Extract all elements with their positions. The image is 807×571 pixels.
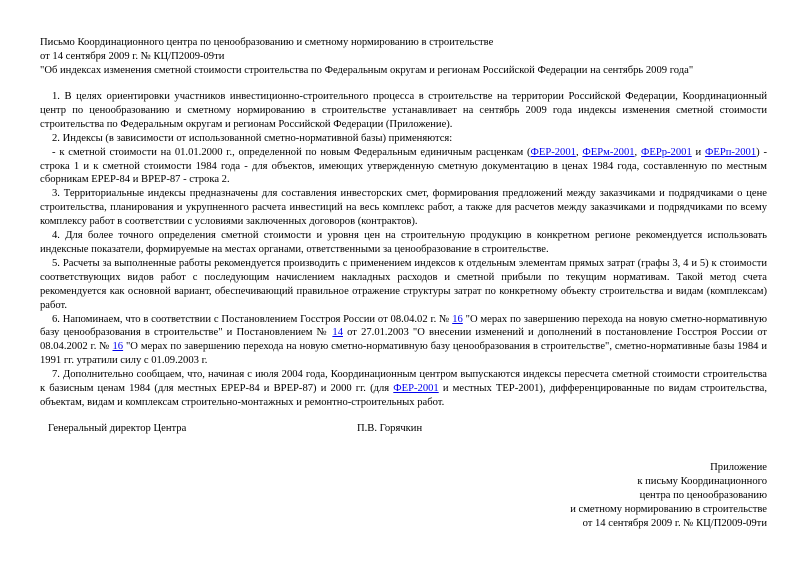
- link-resolution-14[interactable]: 14: [332, 327, 343, 339]
- paragraph-6: [40, 313, 767, 369]
- appendix-line: от 14 сентября 2009 г. № КЦ/П2009-09ти: [582, 517, 767, 529]
- link-resolution-16-second[interactable]: 16: [112, 341, 124, 353]
- paragraph-6-text-1: 6. Напоминаем, что в соответствии с Постановлением Госстроя России от 08.04.02 г. №: [52, 313, 453, 325]
- link-resolution-16[interactable]: 16: [452, 313, 463, 325]
- link-fer-2001[interactable]: ФЕР-2001: [530, 146, 576, 158]
- signature-position: Генеральный директор Центра: [48, 423, 187, 434]
- paragraph-2: 2. Индексы (в зависимости от использованной сметно-нормативной базы) применяются:: [52, 132, 453, 144]
- paragraph-1: 1. В целях ориентировки участников инвестиционно-строительного процесса в строительстве на территории Российской Федерации, Координационный центр по ценообразованию и сметному нормированию в строительстве устанавливает на сентябрь 2009 года индексы изменения сметной стоимости строительства по Федеральным округам и регионам Российской Федерации (Приложение).: [40, 91, 767, 130]
- paragraph-2a-text-end: ) - строка 1 и к сметной стоимости 1984 года - для объектов, имеющих утвержденную сметную документацию в ценах 1984 года, составленную по местным сборникам ЕРЕР-84 и ВРЕР-87 - строка 2.: [40, 146, 768, 186]
- letter-date-number: от 14 сентября 2009 г. № КЦ/П2009-09ти: [40, 50, 225, 62]
- link-fer-2001-second[interactable]: ФЕР-2001: [393, 383, 439, 395]
- paragraph-7-text-2: и местных ТЕР-2001), дифференцированные по видам строительства, объектам, видам и комплексам строительно-монтажных и ремонтно-строительных работ.: [40, 383, 767, 408]
- paragraph-2a: [40, 146, 767, 188]
- paragraph-6-text-3: от 27.01.2003 "О внесении изменений и дополнений в постановление Госстроя России от 08.04.2002 г. №: [40, 327, 767, 353]
- paragraph-6-text-4: "О мерах по завершению перехода на новую сметно-нормативную базу ценообразования в строительстве", сметно-нормативные базы 1984 и 1991 гг. утратили силу с 01.09.2003 г.: [40, 341, 767, 367]
- link-ferr-2001[interactable]: ФЕРр-2001: [641, 146, 692, 158]
- separator: ,: [575, 146, 583, 158]
- appendix-block: [570, 461, 767, 531]
- paragraph-7-text-1: 7. Дополнительно сообщаем, что, начиная с июля 2004 года, Координационным центром выпускаются индексы пересчета сметной стоимости строительства к базисным ценам 1984 (для местных ЕРЕР-84 и ВРЕР-87) и 2000 гг. (для: [40, 369, 767, 395]
- appendix-line: и сметному нормированию в строительстве: [570, 503, 767, 515]
- separator: ,: [634, 146, 641, 158]
- appendix-line: к письму Координационного: [637, 475, 767, 487]
- paragraph-4: 4. Для более точного определения сметной стоимости и уровня цен на строительную продукцию в конкретном регионе рекомендуется использовать индексные показатели, формируемые на местах органами, ответственными за ценообразование в строительстве.: [40, 230, 767, 255]
- paragraph-3: 3. Территориальные индексы предназначены для составления инвесторских смет, формирования предложений между заказчиками и подрядчиками о цене строительства, планирования и укрупненного расчета инвестиций на весь комплекс работ, а также для расчетов между заказчиками и подрядчиками по всему комплексу работ в соответствии с условиями заключенных договоров (контрактов).: [40, 188, 767, 228]
- letter-body: [40, 90, 767, 410]
- paragraph-2a-text-start: - к сметной стоимости на 01.01.2000 г., определенной по новым Федеральным единичным расценкам (: [52, 146, 531, 158]
- letter-subject: "Об индексах изменения сметной стоимости строительства по Федеральным округам и регионам Российской Федерации на сентябрь 2009 года": [40, 64, 694, 76]
- appendix-title: Приложение: [710, 462, 767, 473]
- paragraph-6-text-2: "О мерах по завершению перехода на новую сметно-нормативную базу ценообразования в строительстве" и Постановлением №: [40, 313, 767, 339]
- paragraph-7: [40, 368, 767, 410]
- appendix-line: центра по ценообразованию: [639, 489, 767, 501]
- link-ferp-2001[interactable]: ФЕРп-2001: [705, 146, 757, 158]
- link-ferm-2001[interactable]: ФЕРм-2001: [582, 146, 635, 158]
- letter-header: [40, 36, 780, 78]
- signature-name: П.В. Горячкин: [357, 423, 423, 434]
- paragraph-5: 5. Расчеты за выполненные работы рекомендуется производить с применением индексов к отдельным элементам прямых затрат (графы 3, 4 и 5) к стоимости соответствующих видов работ с последующим начислением накладных расходов и сметной прибыли по текущим нормативам. Такой метод счета рекомендуется как основной вариант, обеспечивающий правильное отражение структуры затрат по конкретному объекту строительства и видам (комплексам) работ.: [40, 257, 767, 311]
- letter-title: Письмо Координационного центра по ценообразованию и сметному нормированию в строительстве: [40, 37, 494, 48]
- separator: и: [691, 146, 706, 158]
